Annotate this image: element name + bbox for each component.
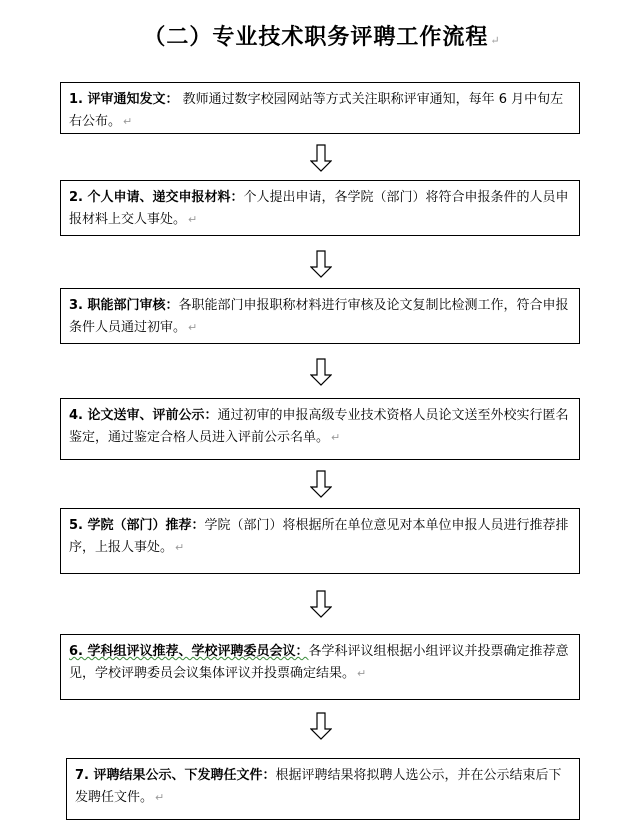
step-4-text: 通过初审的申报高级专业技术资格人员论文送至外校实行匿名鉴定，通过鉴定合格人员进入评前公示名单。 <box>69 408 569 445</box>
paragraph-mark-icon: ↵ <box>331 431 341 444</box>
step-box-5 <box>60 508 580 574</box>
step-5-text: 学院（部门）将根据所在单位意见对本单位申报人员进行推荐排序，上报人事处。 <box>69 518 569 555</box>
down-arrow-icon <box>310 250 332 278</box>
paragraph-mark-icon: ↵ <box>175 541 185 554</box>
down-arrow-icon <box>310 358 332 386</box>
step-box-4 <box>60 398 580 460</box>
step-3-heading: 3. 职能部门审核： <box>69 298 179 313</box>
step-box-6 <box>60 634 580 700</box>
step-1-text: 教师通过数字校园网站等方式关注职称评审通知，每年 6 月中旬左右公布。 <box>69 92 564 129</box>
paragraph-mark-icon: ↵ <box>188 213 198 226</box>
step-5-heading: 5. 学院（部门）推荐： <box>69 518 205 533</box>
page-title <box>0 20 644 51</box>
step-box-2 <box>60 180 580 236</box>
paragraph-mark-icon: ↵ <box>357 667 367 680</box>
step-box-1 <box>60 82 580 134</box>
step-box-3 <box>60 288 580 344</box>
step-2-heading: 2. 个人申请、递交申报材料： <box>69 190 244 205</box>
down-arrow-icon <box>310 590 332 618</box>
page-title-text: （二）专业技术职务评聘工作流程 <box>143 24 489 50</box>
step-1-heading: 1. 评审通知发文： <box>69 92 179 107</box>
paragraph-mark-icon: ↵ <box>123 115 133 128</box>
step-7-text: 根据评聘结果将拟聘人选公示，并在公示结束后下发聘任文件。 <box>75 768 562 805</box>
step-3-text: 各职能部门申报职称材料进行审核及论文复制比检测工作，符合申报条件人员通过初审。 <box>69 298 569 335</box>
step-6-heading: 6. 学科组评议推荐、学校评聘委员会议： <box>69 644 309 659</box>
step-box-7 <box>66 758 580 820</box>
step-2-text: 个人提出申请，各学院（部门）将符合申报条件的人员申报材料上交人事处。 <box>69 190 569 227</box>
down-arrow-icon <box>310 144 332 172</box>
down-arrow-icon <box>310 712 332 740</box>
paragraph-mark-icon: ↵ <box>188 321 198 334</box>
down-arrow-icon <box>310 470 332 498</box>
paragraph-mark-icon: ↵ <box>490 34 501 47</box>
paragraph-mark-icon: ↵ <box>155 791 165 804</box>
step-6-text: 各学科评议组根据小组评议并投票确定推荐意见，学校评聘委员会议集体评议并投票确定结果。 <box>69 644 569 681</box>
step-7-heading: 7. 评聘结果公示、下发聘任文件： <box>75 768 276 783</box>
step-4-heading: 4. 论文送审、评前公示： <box>69 408 218 423</box>
